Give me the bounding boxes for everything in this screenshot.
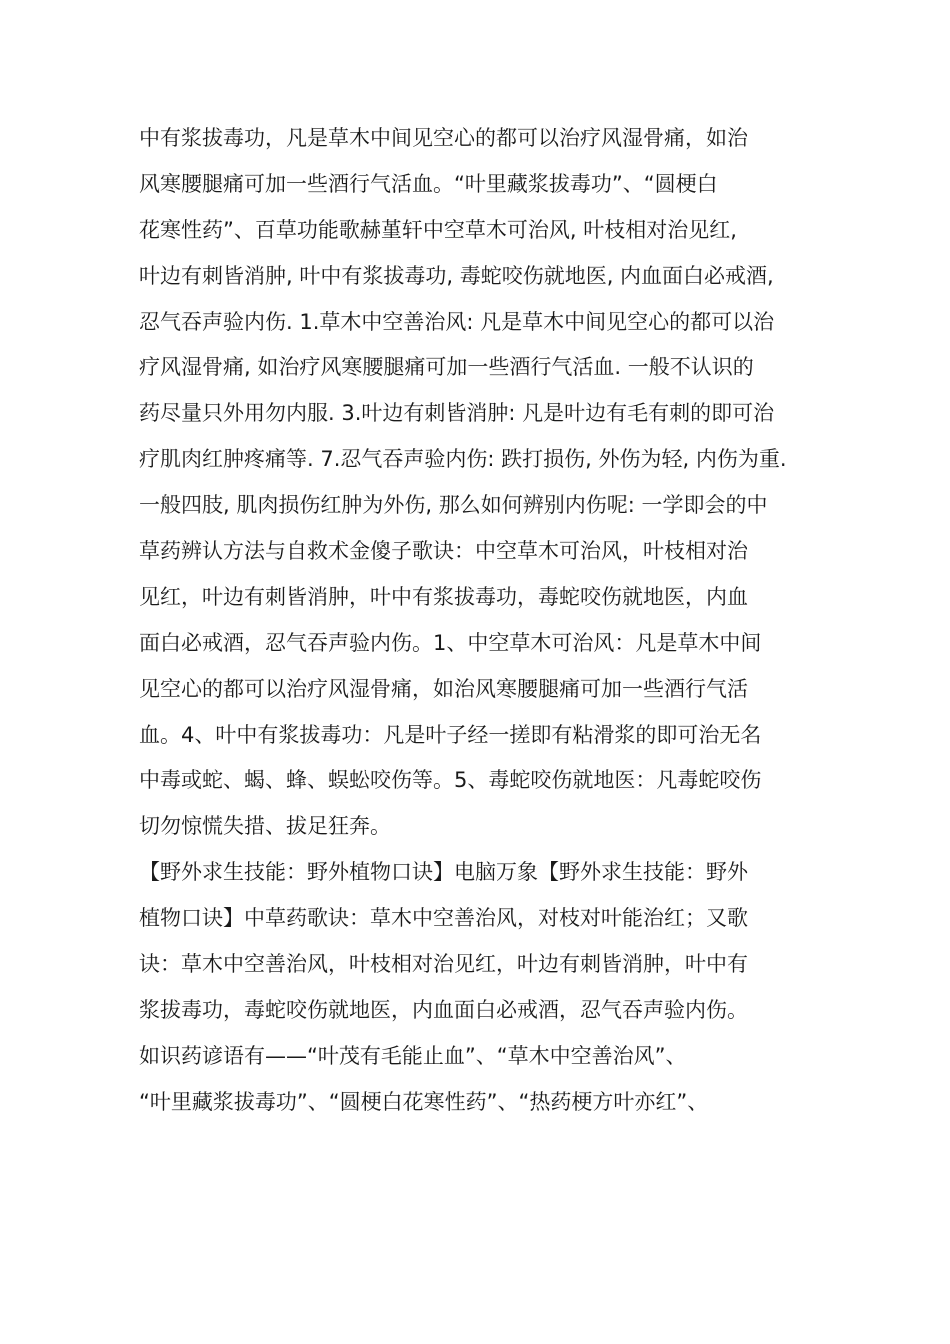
text-line: 花寒性药”、百草功能歌赫堇轩中空草木可治风, 叶枝相对治见红, xyxy=(139,217,737,242)
text-line: 切勿惊慌失措、拔足狂奔。 xyxy=(139,814,391,839)
text-line: 疗肌肉红肿疼痛等. 7.忍气吞声验内伤: 跌打损伤, 外伤为轻, 内伤为重. xyxy=(139,447,787,472)
text-line: 血。4、叶中有浆拔毒功：凡是叶子经一搓即有粘滑浆的即可治无名 xyxy=(139,722,762,747)
text-line: “叶里藏浆拔毒功”、“圆梗白花寒性药”、“热药梗方叶亦红”、 xyxy=(139,1089,709,1114)
text-line: 诀：草木中空善治风，叶枝相对治见红，叶边有刺皆消肿，叶中有 xyxy=(139,952,748,977)
paragraph-1 xyxy=(139,116,829,850)
text-line: 见空心的都可以治疗风湿骨痛，如治风寒腰腿痛可加一些酒行气活 xyxy=(139,676,748,701)
text-line: 植物口诀】中草药歌诀：草木中空善治风，对枝对叶能治红；又歌 xyxy=(139,906,748,931)
text-line: 疗风湿骨痛, 如治疗风寒腰腿痛可加一些酒行气活血. 一般不认识的 xyxy=(139,355,754,380)
text-line: 草药辨认方法与自救术金傻子歌诀：中空草木可治风，叶枝相对治 xyxy=(139,539,748,564)
paragraph-2 xyxy=(139,850,829,1125)
text-line: 中有浆拔毒功，凡是草木中间见空心的都可以治疗风湿骨痛，如治 xyxy=(139,126,748,150)
text-line: 风寒腰腿痛可加一些酒行气活血。“叶里藏浆拔毒功”、“圆梗白 xyxy=(139,171,718,196)
text-line: 【野外求生技能：野外植物口诀】电脑万象【野外求生技能：野外 xyxy=(139,860,748,885)
document-body xyxy=(139,116,829,1126)
text-line: 面白必戒酒，忍气吞声验内伤。1、中空草木可治风：凡是草木中间 xyxy=(139,630,762,655)
text-line: 忍气吞声验内伤. 1.草木中空善治风: 凡是草木中间见空心的都可以治 xyxy=(139,309,775,334)
text-line: 药尽量只外用勿内服. 3.叶边有刺皆消肿: 凡是叶边有毛有刺的即可治 xyxy=(139,401,775,426)
text-line: 如识药谚语有——“叶茂有毛能止血”、“草木中空善治风”、 xyxy=(139,1043,687,1068)
text-line: 中毒或蛇、蝎、蜂、蜈蚣咬伤等。5、毒蛇咬伤就地医：凡毒蛇咬伤 xyxy=(139,768,762,793)
text-line: 见红，叶边有刺皆消肿，叶中有浆拔毒功，毒蛇咬伤就地医，内血 xyxy=(139,584,748,609)
text-line: 浆拔毒功，毒蛇咬伤就地医，内血面白必戒酒，忍气吞声验内伤。 xyxy=(139,997,748,1022)
text-line: 叶边有刺皆消肿, 叶中有浆拔毒功, 毒蛇咬伤就地医, 内血面白必戒酒, xyxy=(139,263,774,288)
text-line: 一般四肢, 肌肉损伤红肿为外伤, 那么如何辨别内伤呢: 一学即会的中 xyxy=(139,493,768,518)
